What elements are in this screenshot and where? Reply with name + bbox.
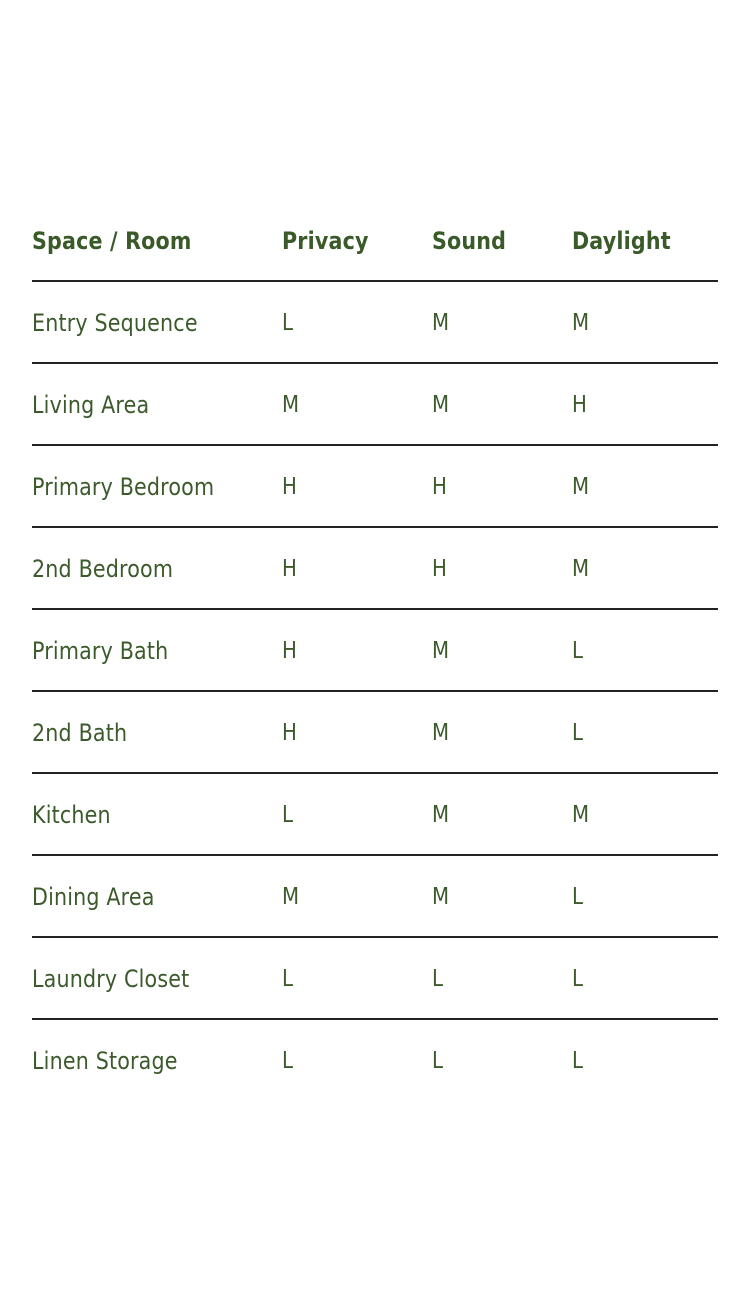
table-row [32, 774, 718, 856]
table-row [32, 856, 718, 938]
header-space-room: Space / Room [32, 227, 192, 255]
table-row [32, 692, 718, 774]
room-name: Dining Area [32, 883, 155, 911]
sound-value: M [432, 802, 450, 828]
room-name: Living Area [32, 391, 150, 419]
daylight-value: L [572, 638, 584, 664]
header-daylight: Daylight [572, 227, 671, 255]
sound-value: H [432, 474, 448, 500]
room-name: Primary Bedroom [32, 473, 215, 501]
header-privacy: Privacy [282, 227, 369, 255]
table-row [32, 364, 718, 446]
room-name: Primary Bath [32, 637, 169, 665]
room-name: Linen Storage [32, 1047, 178, 1075]
privacy-value: L [282, 1048, 294, 1074]
privacy-value: H [282, 474, 298, 500]
room-name: Kitchen [32, 801, 111, 829]
daylight-value: M [572, 802, 590, 828]
table-row [32, 446, 718, 528]
sound-value: H [432, 556, 448, 582]
table-row [32, 610, 718, 692]
room-name: Laundry Closet [32, 965, 190, 993]
privacy-value: M [282, 392, 300, 418]
sound-value: L [432, 1048, 444, 1074]
table-row [32, 938, 718, 1020]
sound-value: M [432, 720, 450, 746]
privacy-value: H [282, 720, 298, 746]
daylight-value: L [572, 1048, 584, 1074]
privacy-value: L [282, 310, 294, 336]
header-row [32, 200, 718, 282]
daylight-value: H [572, 392, 588, 418]
daylight-value: L [572, 884, 584, 910]
room-name: 2nd Bedroom [32, 555, 174, 583]
sound-value: M [432, 310, 450, 336]
daylight-value: L [572, 966, 584, 992]
sound-value: M [432, 638, 450, 664]
header-sound: Sound [432, 227, 507, 255]
table-row [32, 282, 718, 364]
table-row [32, 1020, 718, 1102]
room-requirements-table [32, 200, 718, 1102]
daylight-value: L [572, 720, 584, 746]
room-name: 2nd Bath [32, 719, 128, 747]
daylight-value: M [572, 474, 590, 500]
sound-value: L [432, 966, 444, 992]
room-name: Entry Sequence [32, 309, 198, 337]
daylight-value: M [572, 556, 590, 582]
privacy-value: H [282, 638, 298, 664]
daylight-value: M [572, 310, 590, 336]
sound-value: M [432, 884, 450, 910]
privacy-value: L [282, 966, 294, 992]
privacy-value: L [282, 802, 294, 828]
privacy-value: M [282, 884, 300, 910]
sound-value: M [432, 392, 450, 418]
privacy-value: H [282, 556, 298, 582]
table-row [32, 528, 718, 610]
